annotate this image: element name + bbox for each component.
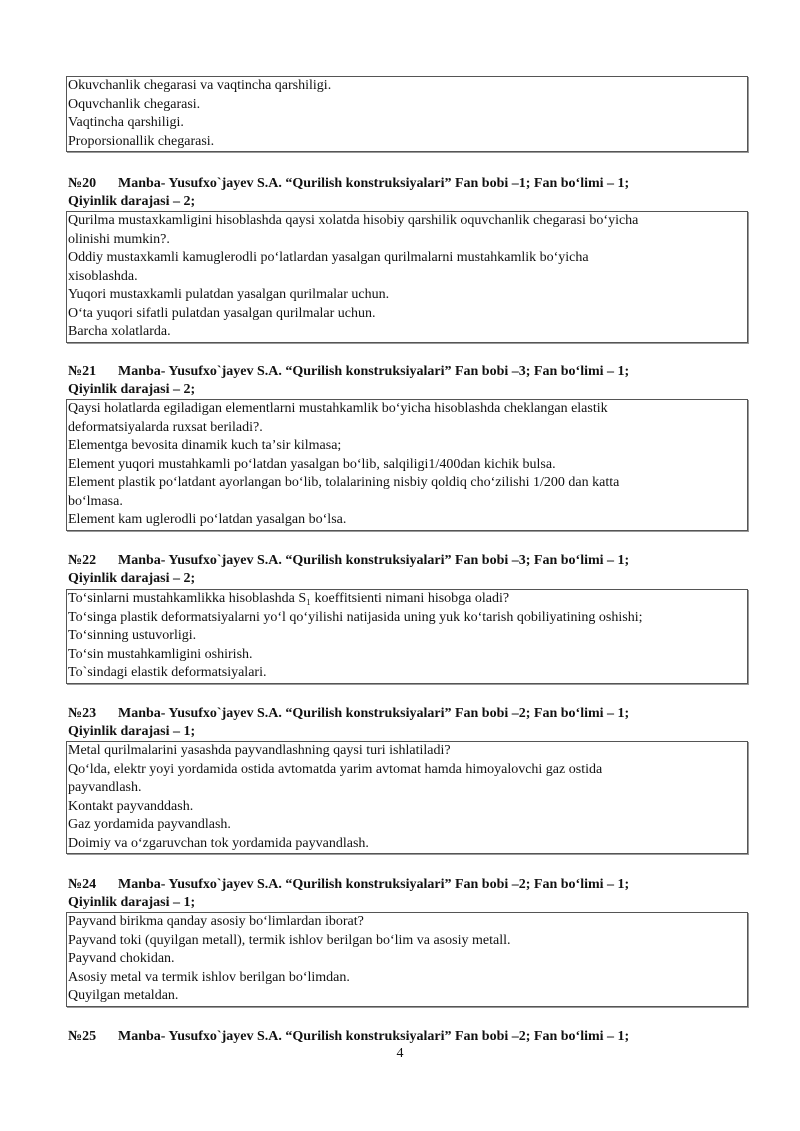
difficulty-level: Qiyinlik darajasi – 1; bbox=[68, 724, 196, 739]
question-source: Manba- Yusufxo`jayev S.A. “Qurilish konstruksiyalari” Fan bobi –3; Fan boʻlimi – 1; bbox=[118, 553, 630, 568]
answer-line: Element yuqori mustahkamli poʻlatdan yasalgan boʻlib, salqiligi1/400dan kichik bulsa. bbox=[68, 456, 556, 472]
answer-line: Kontakt payvanddash. bbox=[68, 798, 194, 814]
difficulty-level: Qiyinlik darajasi – 2; bbox=[68, 194, 196, 209]
answer-line: Qoʻlda, elektr yoyi yordamida ostida avtomatda yarim avtomat hamda himoyalovchi gaz ostida bbox=[68, 761, 603, 777]
question-text: Toʻsinlarni mustahkamlikka hisoblashda S₁ koeffitsienti nimani hisobga oladi? bbox=[68, 591, 510, 606]
answer-box-20 bbox=[66, 211, 748, 343]
answer-line: Barcha xolatlarda. bbox=[68, 324, 171, 339]
question-text: olinishi mumkin?. bbox=[68, 231, 170, 247]
answer-line: Element kam uglerodli poʻlatdan yasalgan boʻlsa. bbox=[68, 512, 347, 527]
question-number: №24 bbox=[68, 877, 97, 892]
question-source: Manba- Yusufxo`jayev S.A. “Qurilish konstruksiyalari” Fan bobi –2; Fan boʻlimi – 1; bbox=[118, 1029, 630, 1044]
difficulty-level: Qiyinlik darajasi – 2; bbox=[68, 571, 196, 586]
answer-line: Payvand chokidan. bbox=[68, 951, 175, 966]
answer-box-22 bbox=[66, 589, 748, 684]
question-number: №25 bbox=[68, 1029, 97, 1044]
answer-line: Vaqtincha qarshiligi. bbox=[68, 115, 184, 130]
answer-line: Payvand toki (quyilgan metall), termik ishlov berilgan boʻlim va asosiy metall. bbox=[68, 932, 511, 948]
answer-line: Elementga bevosita dinamik kuch taʼsir kilmasa; bbox=[68, 438, 342, 453]
question-text: Qaysi holatlarda egiladigan elementlarni mustahkamlik boʻyicha hisoblashda cheklangan elastik bbox=[68, 401, 608, 416]
answer-line: Toʻsinga plastik deformatsiyalarni yoʻl qoʻyilishi natijasida uning yuk koʻtarish qobiliyatining oshishi; bbox=[68, 609, 643, 625]
question-header-25 bbox=[68, 1028, 758, 1046]
answer-line: Oʻta yuqori sifatli pulatdan yasalgan qurilmalar uchun. bbox=[68, 305, 376, 321]
answer-line: Gaz yordamida payvandlash. bbox=[68, 817, 231, 832]
answer-line: xisoblashda. bbox=[68, 268, 138, 284]
question-text: deformatsiyalarda ruxsat beriladi?. bbox=[68, 419, 263, 435]
answer-line: Oquvchanlik chegarasi. bbox=[68, 96, 201, 112]
question-number: №21 bbox=[68, 364, 97, 379]
question-source: Manba- Yusufxo`jayev S.A. “Qurilish konstruksiyalari” Fan bobi –2; Fan boʻlimi – 1; bbox=[118, 706, 630, 721]
question-number: №20 bbox=[68, 176, 97, 191]
question-number: №22 bbox=[68, 553, 97, 568]
answer-line: Asosiy metal va termik ishlov berilgan boʻlimdan. bbox=[68, 969, 350, 985]
answer-line: payvandlash. bbox=[68, 780, 142, 795]
answer-line: Okuvchanlik chegarasi va vaqtincha qarshiligi. bbox=[68, 78, 332, 93]
answer-line: Yuqori mustaxkamli pulatdan yasalgan qurilmalar uchun. bbox=[68, 287, 390, 302]
answer-line: Oddiy mustaxkamli kamuglerodli poʻlatlardan yasalgan qurilmalarni mustahkamlik boʻyicha bbox=[68, 250, 589, 265]
question-header-22 bbox=[68, 552, 758, 588]
answer-line: Proporsionallik chegarasi. bbox=[68, 133, 215, 149]
question-source: Manba- Yusufxo`jayev S.A. “Qurilish konstruksiyalari” Fan bobi –3; Fan boʻlimi – 1; bbox=[118, 364, 630, 379]
difficulty-level: Qiyinlik darajasi – 2; bbox=[68, 382, 196, 397]
answer-line: Doimiy va oʻzgaruvchan tok yordamida payvandlash. bbox=[68, 835, 369, 851]
answer-line: Quyilgan metaldan. bbox=[68, 988, 179, 1003]
answer-box-23 bbox=[66, 741, 748, 854]
answer-box-24 bbox=[66, 912, 748, 1007]
question-number: №23 bbox=[68, 706, 97, 721]
question-text: Qurilma mustaxkamligini hisoblashda qaysi xolatda hisobiy qarshilik oquvchanlik chegarasi boʻyicha bbox=[68, 213, 639, 228]
answer-line: To`sindagi elastik deformatsiyalari. bbox=[68, 665, 267, 680]
answer-box-21 bbox=[66, 399, 748, 531]
question-header-24 bbox=[68, 876, 758, 912]
question-header-20 bbox=[68, 175, 758, 211]
question-header-21 bbox=[68, 363, 758, 399]
answer-line: Toʻsin mustahkamligini oshirish. bbox=[68, 646, 253, 662]
question-header-23 bbox=[68, 705, 758, 741]
question-source: Manba- Yusufxo`jayev S.A. “Qurilish konstruksiyalari” Fan bobi –2; Fan boʻlimi – 1; bbox=[118, 877, 630, 892]
question-text: Payvand birikma qanday asosiy boʻlimlardan iborat? bbox=[68, 914, 364, 929]
question-source: Manba- Yusufxo`jayev S.A. “Qurilish konstruksiyalari” Fan bobi –1; Fan boʻlimi – 1; bbox=[118, 176, 630, 191]
answer-line: boʻlmasa. bbox=[68, 493, 123, 509]
answer-line: Toʻsinning ustuvorligi. bbox=[68, 628, 197, 643]
page-number: 4 bbox=[396, 1046, 404, 1061]
answer-box-top bbox=[66, 76, 748, 152]
answer-line: Element plastik poʻlatdant ayorlangan boʻlib, tolalarining nisbiy qoldiq choʻzilishi 1/200 dan katta bbox=[68, 475, 620, 490]
difficulty-level: Qiyinlik darajasi – 1; bbox=[68, 895, 196, 910]
question-text: Metal qurilmalarini yasashda payvandlashning qaysi turi ishlatiladi? bbox=[68, 743, 451, 758]
